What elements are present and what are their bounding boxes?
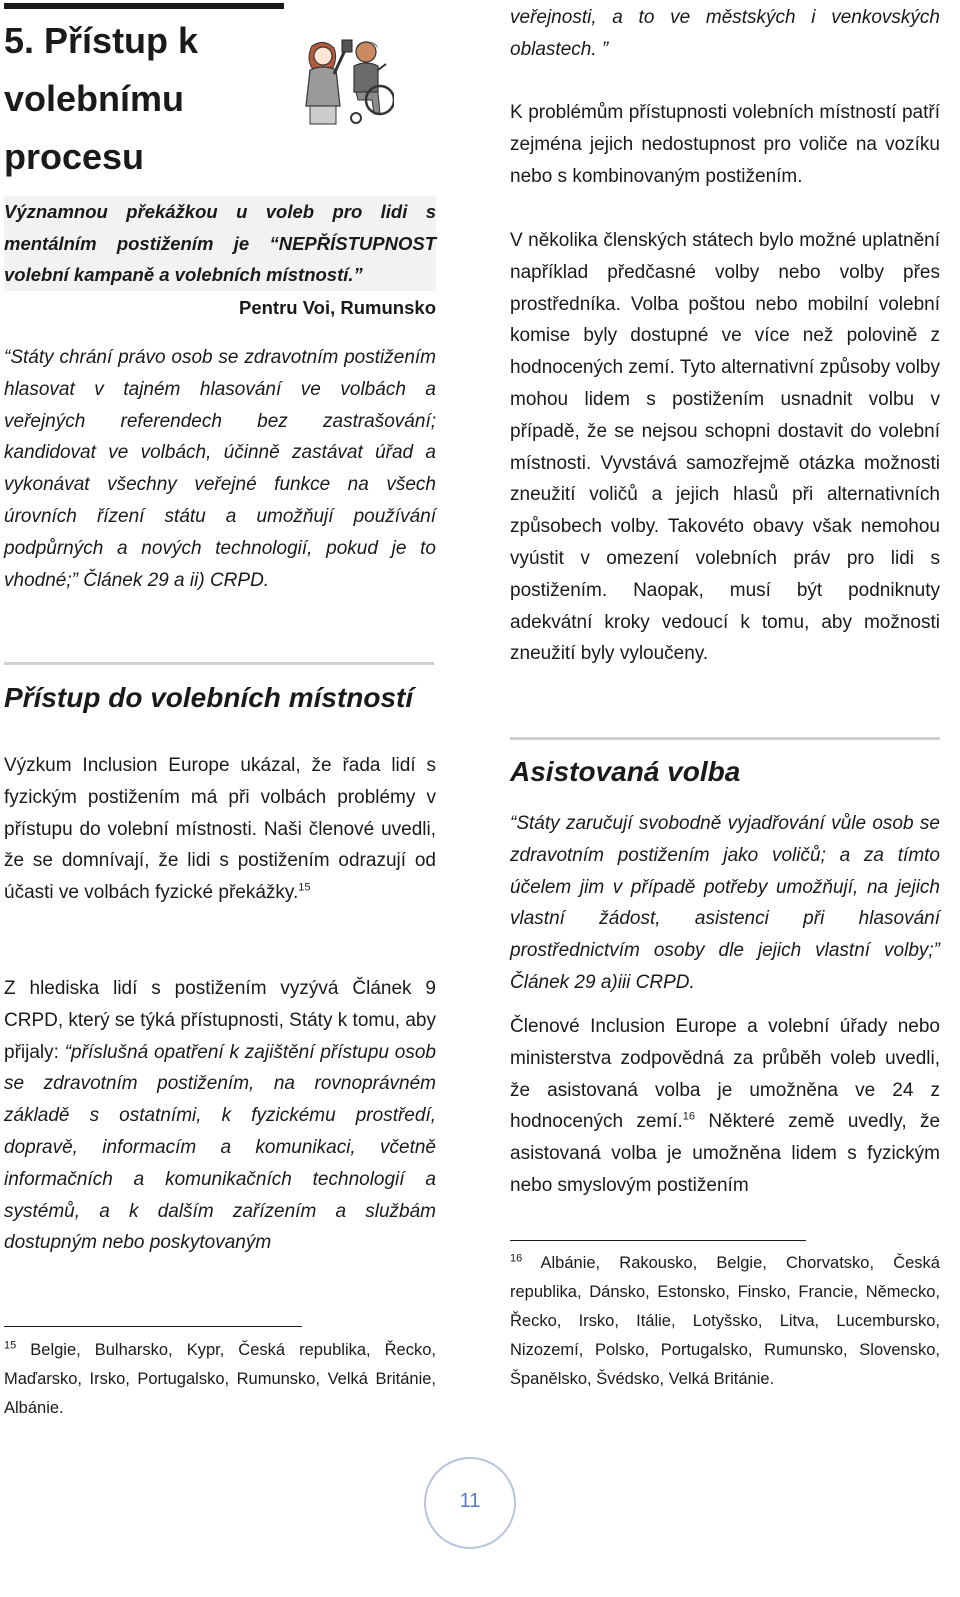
intro-quote: Významnou překážkou u voleb pro lidi s mentálním postižením je “NEPŘÍSTUPNOST volební kampaně a volebních místností.”	[4, 196, 436, 291]
accessibility-problems-paragraph: K problémům přístupnosti volebních místností patří zejména jejich nedostupnost pro voliče na vozíku nebo s kombinovaným postižením.	[510, 102, 940, 187]
chapter-title: 5. Přístup k volebnímu procesu	[4, 20, 199, 177]
section-heading-assisted-voting: Asistovaná volba	[510, 756, 741, 787]
page-number: 11	[459, 1490, 481, 1512]
assisted-voting-paragraph	[510, 1011, 940, 1202]
section-divider	[4, 662, 434, 665]
alternative-voting-paragraph: V několika členských státech bylo možné uplatnění například předčasné volby nebo volby přes prostředníka. Volba poštou nebo mobilní volební komise byly dostupné ve více než polovině z hodnocených zemí. Tyto alternativní způsoby volby mohou lidem s postižením usnadnit volbu v případě, že se nejsou schopni dostavit do volební místnosti. Vyvstává samozřejmě otázka možnosti zneužití voličů a jejich hlasů při alternativních způsobech volby. Takovéto obavy však nemohou vyústit v omezení volebních práv pro lidi s postižením. Naopak, musí být podniknuty adekvátní kroky vedoucí k tomu, aby možnosti zneužití byly vyloučeny.	[510, 230, 940, 665]
footnote-15	[4, 1336, 436, 1423]
person-helping-wheelchair-user-icon	[294, 36, 394, 128]
section-divider	[510, 737, 940, 740]
article-9-quote: “příslušná opatření k zajištění přístupu osob se zdravotním postižením, na rovnoprávném základě s ostatními, k fyzickému prostředí, dopravě, informacím a komunikaci, včetně informačních a komunikačních technologií a systémů, a k dalším zařízením a službám dostupným nebo poskytovaným	[4, 1041, 436, 1254]
footnote-16-number: 16	[510, 1252, 523, 1265]
footnote-ref-15[interactable]: 15	[298, 881, 311, 894]
footnote-separator	[4, 1326, 302, 1327]
footnote-separator	[510, 1240, 806, 1241]
article-9-paragraph	[4, 973, 436, 1259]
intro-quote-source: Pentru Voi, Rumunsko	[238, 297, 436, 318]
assisted-voting-lead: Členové Inclusion Europe a volební úřady nebo ministerstva zodpovědná za průběh voleb uvedli, že asistovaná volba je umožněna ve 24 z hodnocených zemí.	[510, 1016, 940, 1133]
section-heading-polling-access: Přístup do volebních místností	[4, 682, 414, 713]
crpd-article-29-assisted-quote: “Státy zaručují svobodně vyjadřování vůle osob se zdravotním postižením jako voličů; a za tímto účelem jim v případě potřeby umožňují, na jejich vlastní žádost, asistenci při hlasování prostřednictvím osoby dle jejich vlastní volby;” Článek 29 a)iii CRPD.	[510, 813, 940, 993]
footnote-15-number: 15	[4, 1339, 17, 1352]
footnote-ref-16[interactable]: 16	[682, 1111, 696, 1124]
footnote-15-text: Belgie, Bulharsko, Kypr, Česká republika, Řecko, Maďarsko, Irsko, Portugalsko, Rumunsko, Velká Británie, Albánie.	[4, 1341, 436, 1417]
assisted-voting-tail: Některé země uvedly, že asistovaná volba je umožněna lidem s fyzickým nebo smyslovým postižením	[510, 1111, 941, 1196]
article-9-lead: Z hlediska lidí s postižením vyzývá Článek 9 CRPD, který se týká přístupnosti, Státy k tomu, aby přijaly:	[4, 978, 436, 1063]
article-9-quote-continued: veřejnosti, a to ve městských i venkovských oblastech. ”	[510, 7, 940, 60]
footnote-16	[510, 1249, 940, 1394]
chapter-top-rule	[4, 3, 284, 9]
polling-access-paragraph	[4, 750, 436, 909]
footnote-16-text: Albánie, Rakousko, Belgie, Chorvatsko, Česká republika, Dánsko, Estonsko, Finsko, Francie, Německo, Řecko, Irsko, Itálie, Lotyšsko, Litva, Lucembursko, Nizozemí, Polsko, Portugalsko, Rumunsko, Slovensko, Španělsko, Švédsko, Velká Británie.	[510, 1254, 940, 1388]
polling-access-paragraph-text: Výzkum Inclusion Europe ukázal, že řada lidí s fyzickým postižením má při volbách problémy v přístupu do volební místnosti. Naši členové uvedli, že se domnívají, že lidi s postižením odrazují od účasti ve volbách fyzické překážky.	[4, 755, 436, 904]
crpd-article-29-quote: “Státy chrání právo osob se zdravotním postižením hlasovat v tajném hlasování ve volbách a veřejných referendech bez zastrašování; kandidovat ve volbách, účinně zastávat úřad a vykonávat všechny veřejné funkce na všech úrovních řízení státu a umožňují používání podpůrných a nových technologií, pokud je to vhodné;” Článek 29 a ii) CRPD.	[4, 347, 436, 591]
